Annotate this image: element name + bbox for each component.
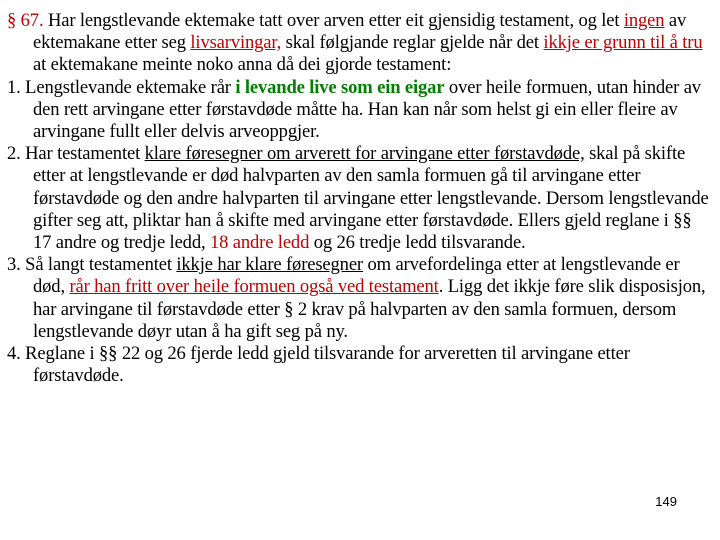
text-run: rår han fritt over heile formuen også ved testament — [69, 276, 439, 298]
text-run: ikkje er grunn til å tru — [543, 32, 703, 54]
paragraph-rule-2 — [7, 143, 713, 254]
legal-text-body — [7, 10, 713, 387]
text-run: i levande live som ein eigar — [235, 76, 445, 98]
text-run: § 67. — [7, 10, 44, 31]
text-run: skal følgjande reglar gjelde når det — [281, 32, 544, 54]
text-run: 1. Lengstlevande ektemake rår — [7, 76, 236, 98]
page-number: 149 — [655, 494, 677, 509]
text-run: ikkje har klare føresegner — [176, 254, 363, 276]
text-run: over heile formuen, utan hinder av den rett arvingane etter førstavdøde måtte ha. Han kan når som helst gi ein eller fleire av arvingane fullt eller delvis arveoppgjer. — [33, 76, 701, 143]
text-run: av ektemakane etter seg — [33, 10, 687, 54]
text-run: og 26 tredje ledd tilsvarande. — [309, 232, 526, 254]
paragraph-rule-1 — [7, 77, 713, 144]
text-run: at ektemakane meinte noko anna då dei gjorde testament: — [33, 54, 452, 76]
text-run: klare føresegner om arverett for arvingane etter førstavdøde, — [144, 143, 585, 165]
text-run: 2. Har testamentet — [7, 143, 145, 165]
text-run: 3. Så langt testamentet — [7, 254, 177, 276]
text-run: 4. Reglane i §§ 22 og 26 fjerde ledd gjeld tilsvarande for arveretten til arvingane etter førstavdøde. — [7, 343, 630, 387]
text-run: skal på skifte etter at lengstlevande er død halvparten av den samla formuen gå til arvingane etter førstavdøde og den andre halvparten til arvingane etter lengstlevande. Dersom lengstlevande gifter seg att, pliktar han å skifte med arvingane etter førstavdøde. Ellers gjeld reglane i §§ 17 andre og tredje ledd, — [33, 143, 709, 254]
paragraph-rule-4 — [7, 343, 713, 387]
text-run: om arvefordelinga etter at lengstlevande er død, — [33, 254, 680, 298]
text-run: Har lengstlevande ektemake tatt over arven etter eit gjensidig testament, og let — [43, 10, 624, 31]
paragraph-section-67 — [7, 10, 713, 77]
text-run: . Ligg det ikkje føre slik disposisjon, har arvingane til førstavdøde etter § 2 krav på halvparten av den samla formuen, dersom lengstlevande døyr utan å ha gift seg på ny. — [33, 276, 706, 342]
paragraph-rule-3 — [7, 254, 713, 343]
text-run: ingen — [623, 10, 665, 31]
text-run: livsarvingar, — [190, 32, 282, 54]
text-run: 18 andre ledd — [209, 232, 310, 254]
